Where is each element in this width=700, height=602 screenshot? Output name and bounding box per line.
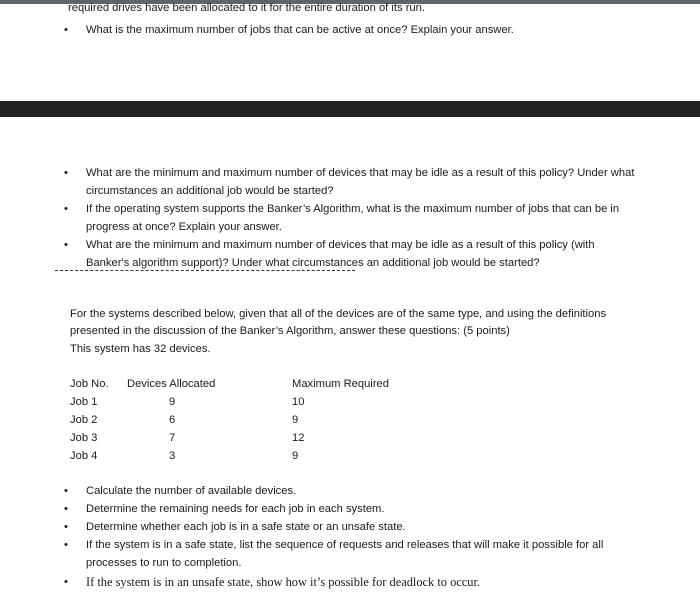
table-cell-job: Job 1 (70, 396, 98, 408)
question-text-line1: What are the minimum and maximum number of devices that may be idle as a result of this policy (with (86, 239, 595, 251)
table-cell-job: Job 4 (70, 450, 98, 462)
top-line-text: required drives have been allocated to it for the entire duration of its run. (68, 2, 425, 14)
intro-line3: This system has 32 devices. (70, 343, 211, 355)
question-text-line2: circumstances an additional job would be started? (86, 185, 334, 197)
table-cell-maximum: 12 (292, 432, 305, 444)
bullet: • (64, 485, 68, 497)
table-cell-job: Job 3 (70, 432, 98, 444)
intro-line2: presented in the discussion of the Banker’s Algorithm, answer these questions: (5 points) (70, 325, 510, 337)
table-cell-maximum: 9 (292, 450, 299, 462)
table-cell-maximum: 9 (292, 414, 299, 426)
table-cell-allocated: 6 (169, 414, 176, 426)
dark-divider-band (0, 101, 700, 117)
question-text-line1: If the operating system supports the Banker’s Algorithm, what is the maximum number of jobs that can be in (86, 203, 620, 215)
task-text: If the system is in an unsafe state, show how it’s possible for deadlock to occur. (86, 575, 481, 589)
bullet: • (64, 24, 68, 36)
question-text-line1: What are the minimum and maximum number of devices that may be idle as a result of this policy? Under what (86, 167, 635, 179)
bullet: • (64, 239, 68, 251)
table-cell-allocated: 9 (169, 396, 176, 408)
table-cell-maximum: 10 (292, 396, 305, 408)
question-text-line2: Banker's algorithm support)? Under what circumstances an additional job would be started? (86, 257, 540, 269)
bullet: • (64, 539, 68, 551)
bullet: • (64, 167, 68, 179)
task-text-line1: If the system is in a safe state, list the sequence of requests and releases that will make it possible for all (86, 539, 604, 551)
bullet: • (64, 203, 68, 215)
task-text-line2: processes to run to completion. (86, 557, 242, 569)
table-cell-allocated: 3 (169, 450, 176, 462)
table-cell-job: Job 2 (70, 414, 98, 426)
task-text: Determine the remaining needs for each job in each system. (86, 503, 385, 515)
table-header-job-no: Job No. (70, 378, 109, 390)
table-header-maximum-required: Maximum Required (292, 378, 389, 390)
task-text: Calculate the number of available devices. (86, 485, 297, 497)
bullet: • (64, 503, 68, 515)
bullet: • (64, 521, 68, 533)
question-text-line2: progress at once? Explain your answer. (86, 221, 282, 233)
question-text: What is the maximum number of jobs that can be active at once? Explain your answer. (86, 24, 514, 36)
task-text: Determine whether each job is in a safe state or an unsafe state. (86, 521, 406, 533)
table-cell-allocated: 7 (169, 432, 176, 444)
dashed-separator (55, 270, 355, 271)
intro-line1: For the systems described below, given that all of the devices are of the same type, and using the definitions (70, 308, 607, 320)
table-header-devices-allocated: Devices Allocated (127, 378, 216, 390)
bullet: • (64, 576, 68, 588)
